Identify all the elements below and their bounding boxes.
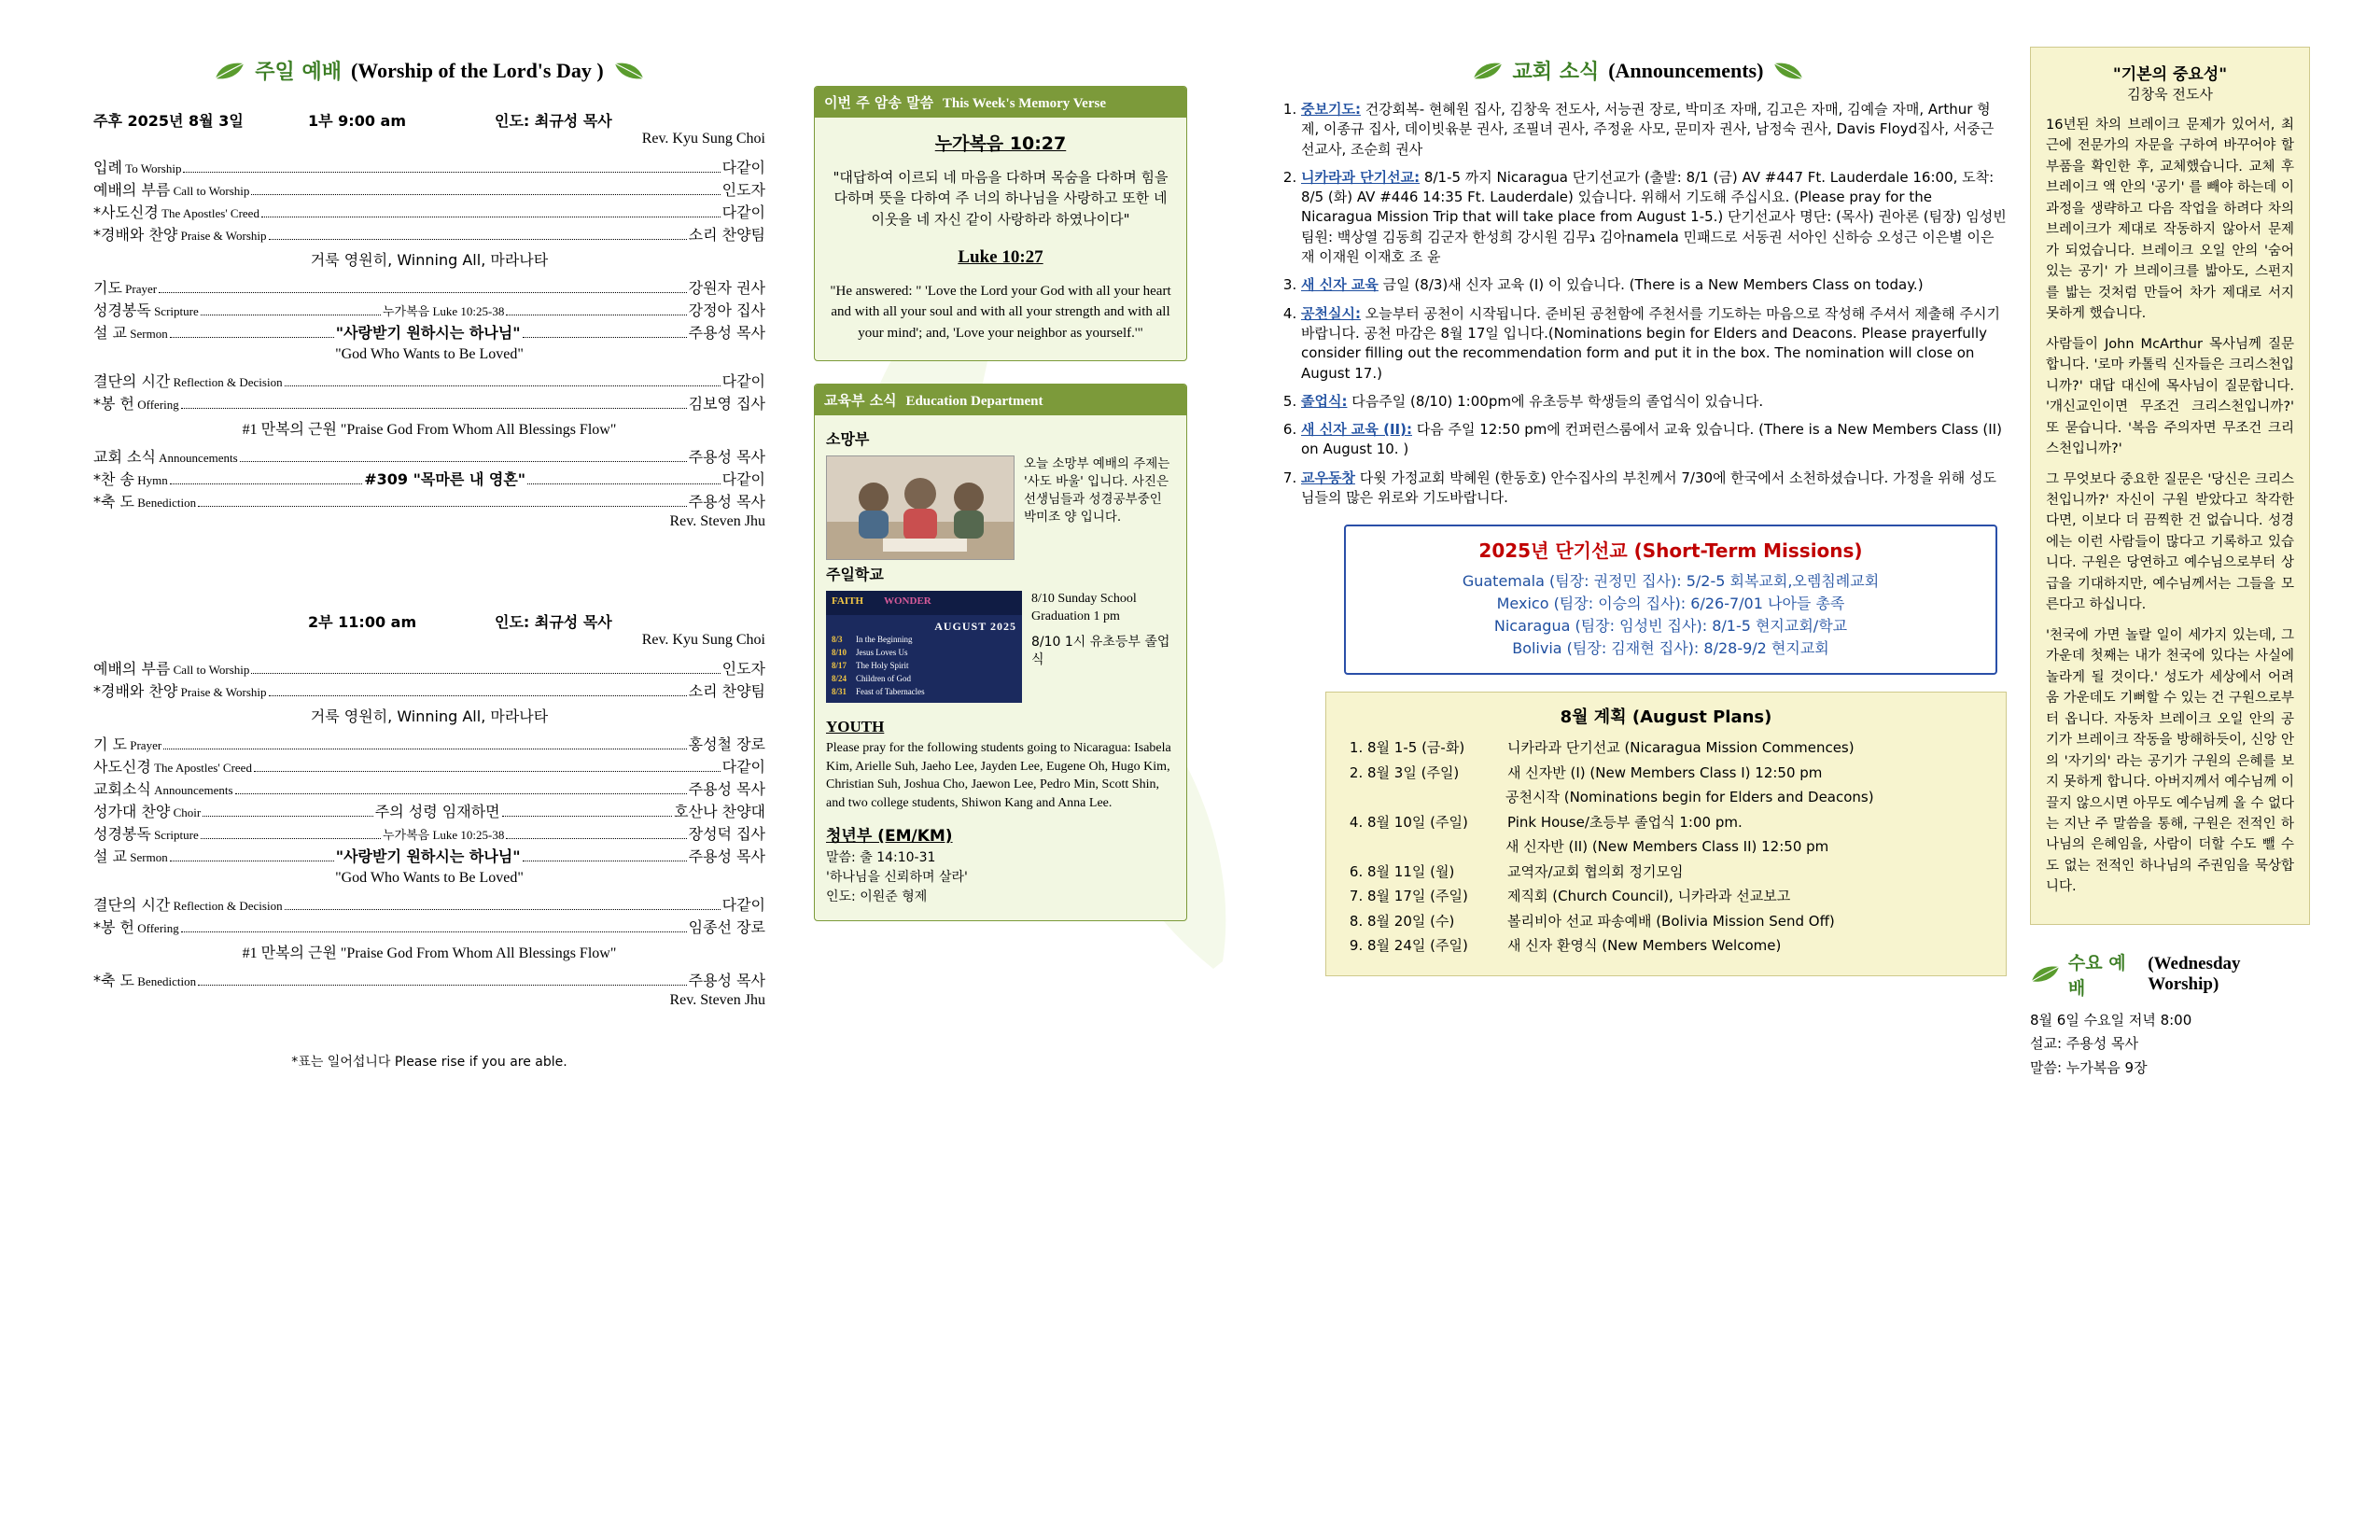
announcement-lead: 공천실시: [1301,304,1361,322]
somang-text: 오늘 소망부 예배의 주제는 '사도 바울' 입니다. 사진은 선생님들과 성경공부중인 박미조 양 입니다. [1024,456,1170,525]
service2-header [93,610,765,632]
poster-row-date: 8/17 [832,661,847,671]
plan-text: Pink House/초등부 졸업식 1:00 pm. [1507,813,1743,831]
poster-row-title: Jesus Loves Us [856,648,908,658]
memory-verse-body [815,118,1186,360]
order-row: *봉 헌 Offering 임종선 장로 [93,918,765,936]
order-row: 결단의 시간 Reflection & Decision 다같이 [93,896,765,914]
short-term-missions-box [1344,525,1997,675]
announcement-lead: 졸업식: [1301,392,1348,410]
plan-date: 1. 8월 1-5 (금-화) [1367,739,1465,757]
service1-header [93,109,765,131]
plan-item [1367,763,1993,784]
announcement-text: 금일 (8/3)새 신자 교육 (I) 이 있습니다. (There is a New Members Class on today.) [1378,276,1924,294]
order-row: 입례 To Worship 다같이 [93,159,765,176]
plan-item [1367,861,1993,883]
announcement-item [1301,100,2007,160]
wednesday-title-eng: (Wednesday Worship) [2148,953,2241,994]
memory-verse-header-eng: This Week's Memory Verse [942,96,1106,111]
order-row: 성가대 찬양 Choir 주의 성령 임재하면 호산나 찬양대 [93,803,765,820]
plan-item [1367,886,1993,907]
memory-verse-text-kor: "대답하여 이르되 네 마음을 다하며 목숨을 다하며 힘을 다하며 뜻을 다하여 주 너의 하나님을 사랑하고 또한 네 이웃을 네 자신 같이 사랑하라 하였나이다" [833,168,1169,228]
service1-leader-eng: Rev. Kyu Sung Choi [641,131,765,147]
memory-verse-header [815,87,1186,118]
wednesday-line: 설교: 주용성 목사 [2030,1035,2139,1053]
worship-header [93,56,765,85]
service2-closing-rev: Rev. Steven Jhu [669,992,765,1008]
em-km-line: 말씀: 출 14:10-31 [826,850,936,866]
order-row: *봉 헌 Offering 김보영 집사 [93,395,765,413]
announcement-text: 다음 주일 12:50 pm에 컨퍼런스룸에서 교육 있습니다. (There is a New Members Class (II) on August 10. ) [1301,421,2002,458]
poster-row-title: The Holy Spirit [856,661,909,671]
sunday-school-row [826,591,1175,703]
service2-leader: 인도: 최규성 목사 [495,613,612,631]
announcement-item [1301,275,2007,295]
graduation-eng: 8/10 Sunday School Graduation 1 pm [1031,592,1137,624]
order-row: 설 교 Sermon "사랑받기 원하시는 하나님" 주용성 목사 [93,324,766,342]
august-plans-box [1325,692,2007,976]
order-row: *축 도 Benediction 주용성 목사 [93,493,765,511]
leaf-icon [1772,61,1804,81]
order-row: 교회 소식 Announcements 주용성 목사 [93,448,765,466]
em-km-title: 청년부 (EM/KM) [826,827,953,847]
plan-text: 교역자/교회 협의회 정기모임 [1507,862,1684,880]
plan-date [1365,787,1505,808]
education-header-eng: Education Department [905,394,1043,409]
announcement-item [1301,469,2007,509]
plan-text: 제직회 (Church Council), 니카라과 선교보고 [1507,888,1791,905]
column-paragraph: '천국에 가면 놀랄 일이 세가지 있는데, 그 가운데 첫째는 내가 천국에 있다는 사실에 놀라게 될 것이다.' 성도가 세상에서 어려움 가운데도 기뻐할 수 있는 건 구원으로부터 옵니다. 자동차 브레이크 오일 안의 공기가 브레이크 작동을 방해하듯이, 신앙 안의 '자기의' 라는 공기가 구원의 은혜를 보지 못하게 합니다. 아버지께서 예수님께 이끌지 않으시면 아무도 예수님께 올 수 없다는 지난 주 말씀을 통해, 구원은 전적인 하나님의 은혜임을, 사람이 더할 수도 뺄 수도 없는 전적인 하나님의 주권임을 묵상합니다. [2046,627,2294,895]
worship-title-eng: (Worship of the Lord's Day ) [350,58,604,82]
plan-date [1365,836,1505,858]
plan-date: 6. 8월 11일 (월) [1367,862,1455,880]
order-row: 성경봉독 Scripture 누가복음 Luke 10:25-38 강정아 집사 [93,301,765,319]
leaf-icon [613,61,645,81]
wednesday-details [2030,1009,2310,1081]
announcement-item [1301,420,2007,460]
plan-date: 2. 8월 3일 (주일) [1367,763,1460,781]
announcement-text: 다윗 가정교회 박혜원 (한동호) 안수집사의 부친께서 7/30에 한국에서 소천하셨습니다. 가정을 위해 성도님들의 많은 위로와 기도바랍니다. [1301,469,1996,507]
plan-date: 9. 8월 24일 (주일) [1367,937,1468,955]
memory-verse-text-eng: "He answered: " 'Love the Lord your God with all your heart and with all your soul and with all your strength and with all your mind'; and, 'Love your neighbor as yourself.'" [830,283,1171,341]
right-column [2030,47,2310,1080]
poster-month: AUGUST 2025 [934,620,1016,634]
wednesday-line: 8월 6일 수요일 저녁 8:00 [2030,1011,2192,1029]
worship-footnote: *표는 일어섭니다 Please rise if you are able. [291,1055,567,1070]
pastor-column-box [2030,47,2310,925]
plan-date: 7. 8월 17일 (주일) [1367,888,1468,905]
praise-songs: 거룩 영원히, Winning All, 마라나타 [310,707,549,725]
poster-row-date: 8/3 [832,635,843,645]
poster-brand-2: WONDER [884,595,931,608]
plan-date: 8. 8월 20일 (수) [1367,912,1455,930]
order-row: 사도신경 The Apostles' Creed 다같이 [93,758,765,776]
sermon-title-eng: "God Who Wants to Be Loved" [335,870,524,886]
education-body [815,415,1186,920]
education-header-kor: 교육부 소식 [824,392,897,409]
announcements-title-eng: (Announcements) [1608,58,1764,82]
service1-leader: 인도: 최규성 목사 [495,112,612,130]
service1-date: 주후 2025년 8월 3일 [93,112,244,130]
order-row: *경배와 찬양 Praise & Worship 소리 찬양팀 [93,226,765,244]
doxology: #1 만복의 근원 "Praise God From Whom All Blessings Flow" [242,422,617,438]
column-paragraph: 사람들이 John McArthur 목사님께 질문합니다. '로마 카톨릭 신자들은 크리스천입니까?' 대답 대신에 목사님이 질문합니다. '개신교인이면 무조건 크리스천입니까?' 또 묻습니다. '복음 주의자면 무조건 크리스천입니까?' [2046,336,2294,457]
plan-text: 니카라과 단기선교 (Nicaragua Mission Commences) [1507,739,1855,757]
order-row: *경배와 찬양 Praise & Worship 소리 찬양팀 [93,682,765,700]
em-km-line: 인도: 이원준 형제 [826,889,928,905]
poster-row-title: Feast of Tabernacles [856,687,925,697]
order-row: 설 교 Sermon "사랑받기 원하시는 하나님" 주용성 목사 [93,847,766,865]
missions-line: Mexico (팀장: 이승의 집사): 6/26-7/01 나아들 총족 [1496,595,1845,613]
wednesday-title-kor: 수요 예배 [2067,952,2126,999]
announcement-lead: 새 신자 교육 [1301,276,1379,294]
plan-text: 새 신자 환영식 (New Members Welcome) [1507,937,1782,955]
education-header [815,385,1186,415]
announcements-header [1269,56,2007,85]
youth-text: Please pray for the following students going to Nicaragua: Isabela Kim, Arielle Suh, Jaeho Lee, Jayden Lee, Eugene Oh, Hugo Kim, Christian Suh, Joshua Cho, Jaewon Lee, Pedro Min, Scott Shin, and two college students, Shiwon Kang and Anna Lee. [826,741,1171,810]
leaf-icon [2030,964,2061,985]
somang-photo [826,455,1015,560]
doxology: #1 만복의 근원 "Praise God From Whom All Blessings Flow" [242,945,617,961]
plans-list [1339,737,1993,957]
poster-row-date: 8/10 [832,648,847,658]
plan-item [1365,836,1993,858]
service2-time: 2부 11:00 am [308,613,417,631]
service2-leader-eng: Rev. Kyu Sung Choi [641,632,765,648]
plan-item [1365,787,1993,808]
order-row: 기 도 Prayer 홍성철 장로 [93,735,765,753]
announcements-column [1269,56,2007,976]
order-row: 성경봉독 Scripture 누가복음 Luke 10:25-38 장성덕 집사 [93,825,765,843]
missions-line: Bolivia (팀장: 김재현 집사): 8/28-9/2 현지교회 [1512,639,1829,658]
column-paragraph: 16년된 차의 브레이크 문제가 있어서, 최근에 전문가의 자문을 구하여 바꾸어야 할 부품을 확인한 후, 교체했습니다. 교체 후 브레이크 액 안의 '공기' 를 빼야 하는데 이 과정을 생략하고 다음 작업을 하려다 차의 브레이크가 제대로 작동하지 않아서 문제가 되었습니다. 브레이크 오일 안의 '숨어있는 공기' 가 브레이크를 밟아도, 스펀지를 밟는 것처럼 만들어 차가 제대로 서지 못하게 했습니다. [2046,118,2294,322]
service1-time: 1부 9:00 am [308,112,406,130]
poster-row-title: In the Beginning [856,635,913,645]
plan-text: 볼리비아 선교 파송예배 (Bolivia Mission Send Off) [1507,912,1835,930]
poster-brand-1: FAITH [832,595,864,608]
plan-text: 새 신자반 (I) (New Members Class I) 12:50 pm [1507,763,1823,781]
poster-row-date: 8/31 [832,687,847,697]
announcements-title-kor: 교회 소식 [1512,61,1600,84]
plan-date: 4. 8월 10일 (주일) [1367,813,1468,831]
missions-line: Nicaragua (팀장: 임성빈 집사): 8/1-5 현지교회/학교 [1493,617,1848,636]
announcement-lead: 중보기도: [1301,101,1361,118]
leaf-icon [214,61,245,81]
order-row: *축 도 Benediction 주용성 목사 [93,972,765,989]
plan-item [1367,812,1993,833]
wednesday-line: 말씀: 누가복음 9장 [2030,1058,2148,1076]
announcement-text: 건강회복- 현혜원 집사, 김창욱 전도사, 서능권 장로, 박미조 자매, 김고은 자매, 김예슬 자매, Arthur 형제, 이종규 집사, 데이빗윢분 권사, 조필녀 권사, 주정윤 사모, 문미자 권사, 남정숙 권사, Davis Floyd집사, 서중근 선교사, 조순희 권사 [1301,101,1995,158]
column-title: "기본의 중요성" [2112,65,2228,84]
poster-row-date: 8/24 [832,674,847,684]
praise-songs: 거룩 영원히, Winning All, 마라나타 [310,251,549,269]
announcement-item [1301,304,2007,384]
poster-row-title: Children of God [856,674,911,684]
order-row: 예배의 부름 Call to Worship 인도자 [93,181,765,199]
plan-item [1367,737,1993,759]
announcement-text: 다음주일 (8/10) 1:00pm에 유초등부 학생들의 졸업식이 있습니다. [1347,392,1764,410]
sermon-title-eng: "God Who Wants to Be Loved" [335,346,524,362]
plan-text: 공천시작 (Nominations begin for Elders and Deacons) [1505,789,1874,806]
order-row: *찬 송 Hymn #309 "목마른 내 영혼" 다같이 [93,470,765,488]
leaf-icon [1472,61,1504,81]
sunday-school-title: 주일학교 [826,566,884,584]
graduation-kor: 8/10 1시 유초등부 졸업식 [1031,635,1170,668]
worship-title-kor: 주일 예배 [255,61,342,84]
service1-closing-rev: Rev. Steven Jhu [669,513,765,529]
plan-item [1367,935,1993,957]
wednesday-worship [2030,949,2310,1081]
education-box [814,384,1187,921]
announcement-lead: 새 신자 교육 (II): [1301,421,1412,439]
worship-column [93,56,765,1071]
memory-verse-box [814,86,1187,361]
announcement-item [1301,392,2007,412]
order-row: 기도 Prayer 강원자 권사 [93,279,765,297]
somang-row [826,455,1175,560]
announcement-text: 8/1-5 까지 Nicaragua 단기선교가 (출발: 8/1 (금) AV #447 Ft. Lauderdale 16:00, 도착: 8/5 (화) AV #446 14:35 Ft. Lauderdale) 있습니다. 위해서 기도해 주십시요. (Please pray for the Nicaragua Mission Trip that will take place from August 1-5.) 단기선교사 명단: (목사) 권아론 (팀장) 임성빈 팀원: 백상열 김동희 김군자 한성희 강시원 김무ג 김아namela 민패드로 서동권 서아인 신하승 오성근 이은별 이은재 이재원 이재호 조 윤 [1301,168,2007,266]
announcement-lead: 교우동창 [1301,469,1355,486]
middle-column [814,86,1187,921]
announcement-lead: 니카라과 단기선교: [1301,168,1421,186]
announcement-item [1301,168,2007,267]
missions-line: Guatemala (팀장: 권정민 집사): 5/2-5 회복교회,오렘침례교회 [1462,572,1880,591]
announcement-text: 오늘부터 공천이 시작됩니다. 준비된 공천함에 주천서를 기도하는 마음으로 작성해 주셔서 제출해 주시기 바랍니다. 공천 마감은 8월 17일 입니다.(Nominations begin for Elders and Deacons. Please prayerfully consider filling out the recommendation form and put it in the box. The nomination will close on August 17.) [1301,304,2001,382]
order-row: 예배의 부름 Call to Worship 인도자 [93,660,765,678]
memory-verse-ref-kor: 누가복음 10:27 [934,133,1067,154]
memory-verse-header-kor: 이번 주 암송 말씀 [824,94,934,111]
order-row: *사도신경 The Apostles' Creed 다같이 [93,203,765,221]
em-km-line: '하나님을 신뢰하며 살라' [826,870,968,886]
order-row: 결단의 시간 Reflection & Decision 다같이 [93,372,765,390]
wednesday-header [2030,949,2310,1000]
order-row: 교회소식 Announcements 주용성 목사 [93,780,765,798]
missions-title: 2025년 단기선교 (Short-Term Missions) [1478,539,1863,563]
plan-text: 새 신자반 (II) (New Members Class II) 12:50 pm [1505,838,1829,856]
column-paragraph: 그 무엇보다 중요한 질문은 '당신은 크리스천입니까?' 자신이 구원 받았다고 착각한다면, 이보다 더 끔찍한 건 없습니다. 성경에는 이런 사람들이 많다고 기록하고 있습니다. 구원은 당연하고 예수님으로부터 상급을 기대하지만, 예수님께서는 그들을 모른다고 하십니다. [2046,471,2294,613]
sunday-school-poster [826,591,1022,703]
memory-verse-ref-eng: Luke 10:27 [958,247,1043,267]
plan-item [1367,911,1993,932]
announcement-list [1269,100,2007,508]
youth-title: YOUTH [826,718,885,736]
column-author: 김창욱 전도사 [2127,86,2213,103]
plans-title: 8월 계획 (August Plans) [1560,707,1772,728]
somang-title: 소망부 [826,430,870,448]
